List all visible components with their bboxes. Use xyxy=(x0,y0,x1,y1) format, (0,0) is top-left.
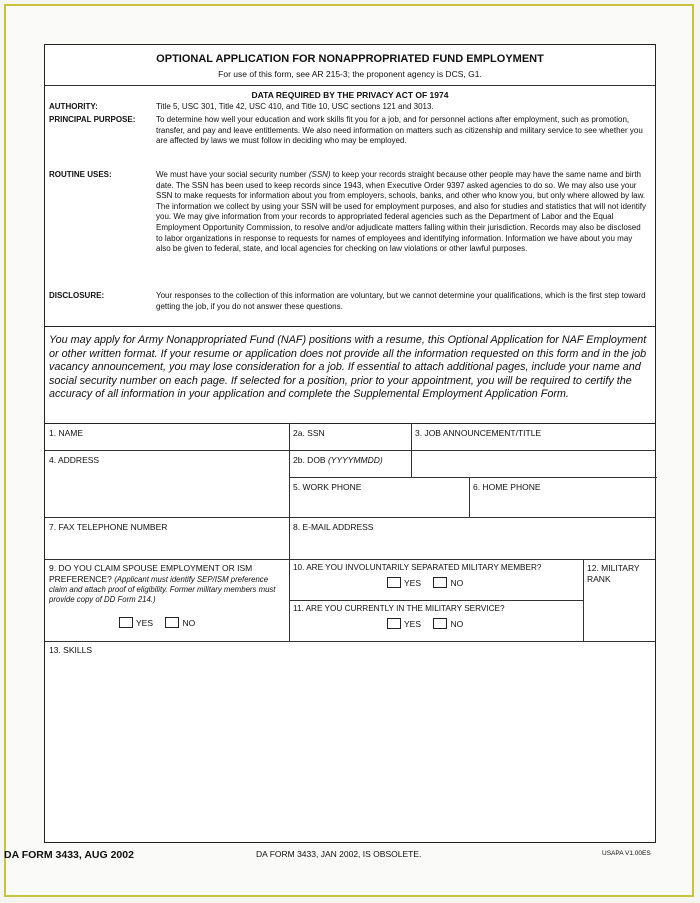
q12-military-rank-label: 12. MILITARY RANK xyxy=(587,563,640,584)
fax-label: 7. FAX TELEPHONE NUMBER xyxy=(49,522,168,532)
q11-options: YES NO xyxy=(387,615,471,633)
routine-uses-label: ROUTINE USES: xyxy=(49,170,112,179)
q10-label: 10. ARE YOU INVOLUNTARILY SEPARATED MILITARY MEMBER? xyxy=(293,563,542,572)
q9-spouse-preference: 9. DO YOU CLAIM SPOUSE EMPLOYMENT OR ISM PREFERENCE? (Applicant must identify SEP/ISM preference claim and attach proof of eligibility. Former military members must provide copy of DD Form 214.) xyxy=(49,563,276,604)
principal-purpose-label: PRINCIPAL PURPOSE: xyxy=(49,115,136,124)
intro-paragraph: You may apply for Army Nonappropriated Fund (NAF) positions with a resume, this Optional Application for NAF Employment or other written format. If your resume or application does not provide all the information requested on this form and in the job vacancy announcement, you may lose consideration for a job. If essential to attach additional pages, include your name and social security number on each page. If selected for a position, prior to your appointment, you will be required to certify the accuracy of all information in your application and complete the Supplemental Employment Application Form. xyxy=(49,334,647,401)
dob-label: 2b. DOB (YYYYMMDD) xyxy=(293,455,383,465)
privacy-heading: DATA REQUIRED BY THE PRIVACY ACT OF 1974 xyxy=(251,90,449,100)
obsolete-notice: DA FORM 3433, JAN 2002, IS OBSOLETE. xyxy=(256,849,422,859)
divider xyxy=(45,423,655,424)
divider xyxy=(289,477,657,478)
q10-yes-checkbox[interactable] xyxy=(387,577,401,588)
divider xyxy=(45,517,655,518)
authority-label: AUTHORITY: xyxy=(49,102,98,111)
divider xyxy=(45,326,655,327)
q9-options: YES NO xyxy=(119,614,203,632)
divider xyxy=(45,450,655,451)
name-label: 1. NAME xyxy=(49,428,84,438)
divider xyxy=(583,559,584,641)
disclosure-label: DISCLOSURE: xyxy=(49,291,105,300)
form-subtitle: For use of this form, see AR 215-3; the proponent agency is DCS, G1. xyxy=(218,69,482,79)
q10-options: YES NO xyxy=(387,574,471,592)
q11-no-checkbox[interactable] xyxy=(433,618,447,629)
divider xyxy=(289,600,583,601)
skills-label: 13. SKILLS xyxy=(49,645,93,655)
divider xyxy=(45,641,655,642)
disclosure-text: Your responses to the collection of this information are voluntary, but we cannot determine your qualifications, which is the first step toward getting the job, if you do not answer these questions. xyxy=(156,291,646,311)
q11-label: 11. ARE YOU CURRENTLY IN THE MILITARY SERVICE? xyxy=(293,604,505,613)
job-announcement-label: 3. JOB ANNOUNCEMENT/TITLE xyxy=(415,428,542,438)
principal-purpose-text: To determine how well your education and work skills fit you for a job, and for personnel actions after employment, such as promotion, transfer, and pay and leave entitlements. We also need information on matters such as citizenship and military service to see whether you are affected by laws we must follow in deciding who may be employed. xyxy=(156,115,643,146)
version-tag: USAPA V1.00ES xyxy=(602,850,651,857)
work-phone-label: 5. WORK PHONE xyxy=(293,482,362,492)
divider xyxy=(289,423,290,559)
routine-uses-text: We must have your social security number (SSN) to keep your records straight because other people may have the same name and birth date. The SSN has been used to keep records since 1943, when Executive Order 9397 asked agencies to do so. We may also use your SSN to make requests for information about you from employers, schools, banks, and other who know you, but only where allowed by law. The information we collect by using your SSN will be used for employment purposes, and also for studies and statistics that will not identify you. We may give information from your records to appropriated federal agencies such as the Department of Labor and the Equal Employment Opportunity Commission, to resolve and/or adjudicate matters falling within their jurisdiction. Records may also be disclosed to labor organizations in response to requests for names of employees and identifying information. Information we have about you may also be given to federal, state, and local agencies for checking on law violations or other lawful purposes. xyxy=(156,170,647,254)
authority-text: Title 5, USC 301, Title 42, USC 410, and Title 10, USC sections 121 and 3013. xyxy=(156,102,434,111)
q10-no-checkbox[interactable] xyxy=(433,577,447,588)
divider xyxy=(45,559,655,560)
email-label: 8. E-MAIL ADDRESS xyxy=(293,522,374,532)
form-title: OPTIONAL APPLICATION FOR NONAPPROPRIATED FUND EMPLOYMENT xyxy=(156,53,544,65)
divider xyxy=(469,477,470,517)
q9-no-checkbox[interactable] xyxy=(165,617,179,628)
form-number: DA FORM 3433, AUG 2002 xyxy=(4,849,134,861)
q11-yes-checkbox[interactable] xyxy=(387,618,401,629)
home-phone-label: 6. HOME PHONE xyxy=(473,482,541,492)
q9-yes-checkbox[interactable] xyxy=(119,617,133,628)
divider xyxy=(45,85,655,86)
address-label: 4. ADDRESS xyxy=(49,455,100,465)
application-form xyxy=(44,44,656,843)
ssn-label: 2a. SSN xyxy=(293,428,325,438)
